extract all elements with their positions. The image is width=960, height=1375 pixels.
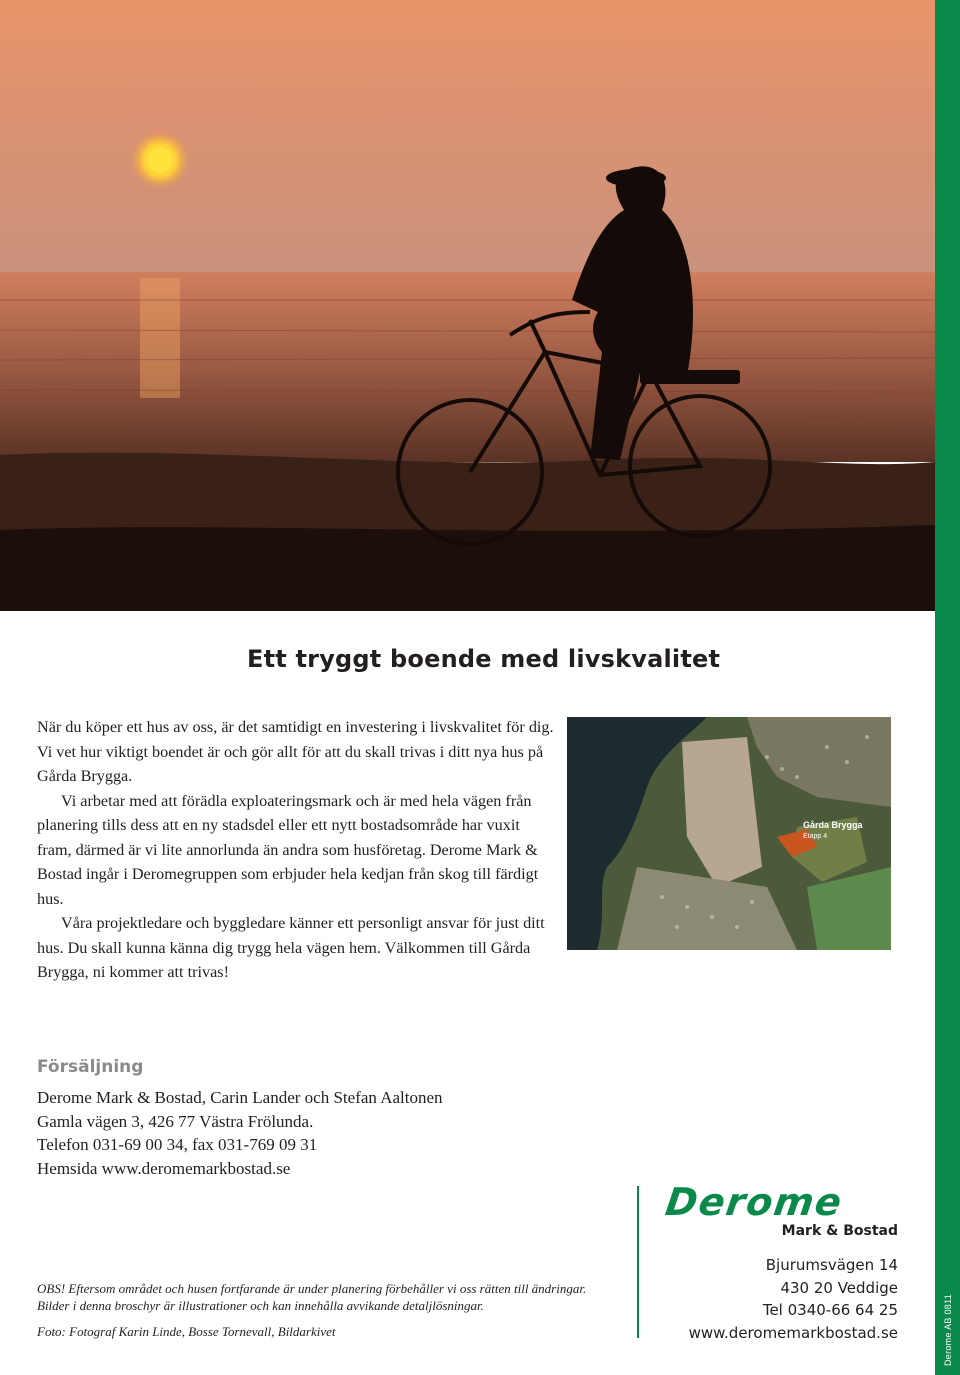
logo-sub-text: Mark & Bostad (781, 1223, 898, 1239)
intro-body-text (37, 715, 557, 985)
sunset-cyclist-illustration (0, 0, 935, 611)
disclaimer-note: OBS! Eftersom området och husen fortfarande är under planering förbehåller vi oss rätten till ändringar. Bilder i denna broschyr är illustrationer och kan innehålla avvikande detaljlösningar. (37, 1281, 587, 1313)
sales-contact-website: Hemsida www.deromemarkbostad.se (37, 1158, 291, 1178)
derome-logo (662, 1180, 900, 1239)
company-address (689, 1254, 898, 1345)
company-phone: Tel 0340-66 64 25 (762, 1301, 898, 1320)
vertical-divider (637, 1186, 639, 1338)
body-paragraph-1: När du köper ett hus av oss, är det samtidigt en investering i livskvalitet för dig. Vi vet hur viktigt boendet är och gör allt för att du skall trivas i ditt nya hus på Gårda Brygga. (37, 718, 554, 785)
company-website: www.deromemarkbostad.se (688, 1324, 898, 1343)
aerial-map-illustration (567, 717, 891, 950)
sales-contact-names: Derome Mark & Bostad, Carin Lander och Stefan Aaltonen (37, 1088, 443, 1107)
photo-credit: Foto: Fotograf Karin Linde, Bosse Tornevall, Bildarkivet (37, 1324, 336, 1339)
sales-contact-block (37, 1086, 443, 1180)
company-postal: 430 20 Veddige (780, 1278, 898, 1297)
logo-brand-text: Derome (662, 1180, 846, 1224)
aerial-label-name: Gårda Brygga (803, 820, 863, 830)
page-headline: Ett tryggt boende med livskvalitet (247, 645, 721, 673)
brand-sidebar-bar (935, 0, 960, 1375)
body-paragraph-3: Våra projektledare och byggledare känner ett personligt ansvar för just ditt hus. Du skall kunna känna dig trygg hela vägen hem. Välkommen till Gårda Brygga, ni kommer att trivas! (37, 914, 545, 981)
hero-photo (0, 0, 935, 611)
sales-heading: Försäljning (37, 1057, 144, 1077)
sales-contact-address: Gamla vägen 3, 426 77 Västra Frölunda. (37, 1111, 314, 1131)
sales-contact-phone: Telefon 031-69 00 34, fax 031-769 09 31 (37, 1135, 318, 1154)
body-paragraph-2: Vi arbetar med att förädla exploateringsmark och är med hela vägen från planering tills dess att en ny stadsdel eller ett nytt bostadsområde har vuxit fram, därmed är vi lite annorlunda än andra som husföretag. Derome Mark & Bostad ingår i Deromegruppen som erbjuder hela kedjan från skog till färdigt hus. (37, 791, 539, 908)
company-street: Bjurumsvägen 14 (765, 1256, 898, 1274)
aerial-label-stage: Etapp 4 (803, 833, 828, 840)
sidebar-code-text: Derome AB 0811 (942, 1293, 953, 1367)
aerial-site-photo (567, 717, 891, 950)
